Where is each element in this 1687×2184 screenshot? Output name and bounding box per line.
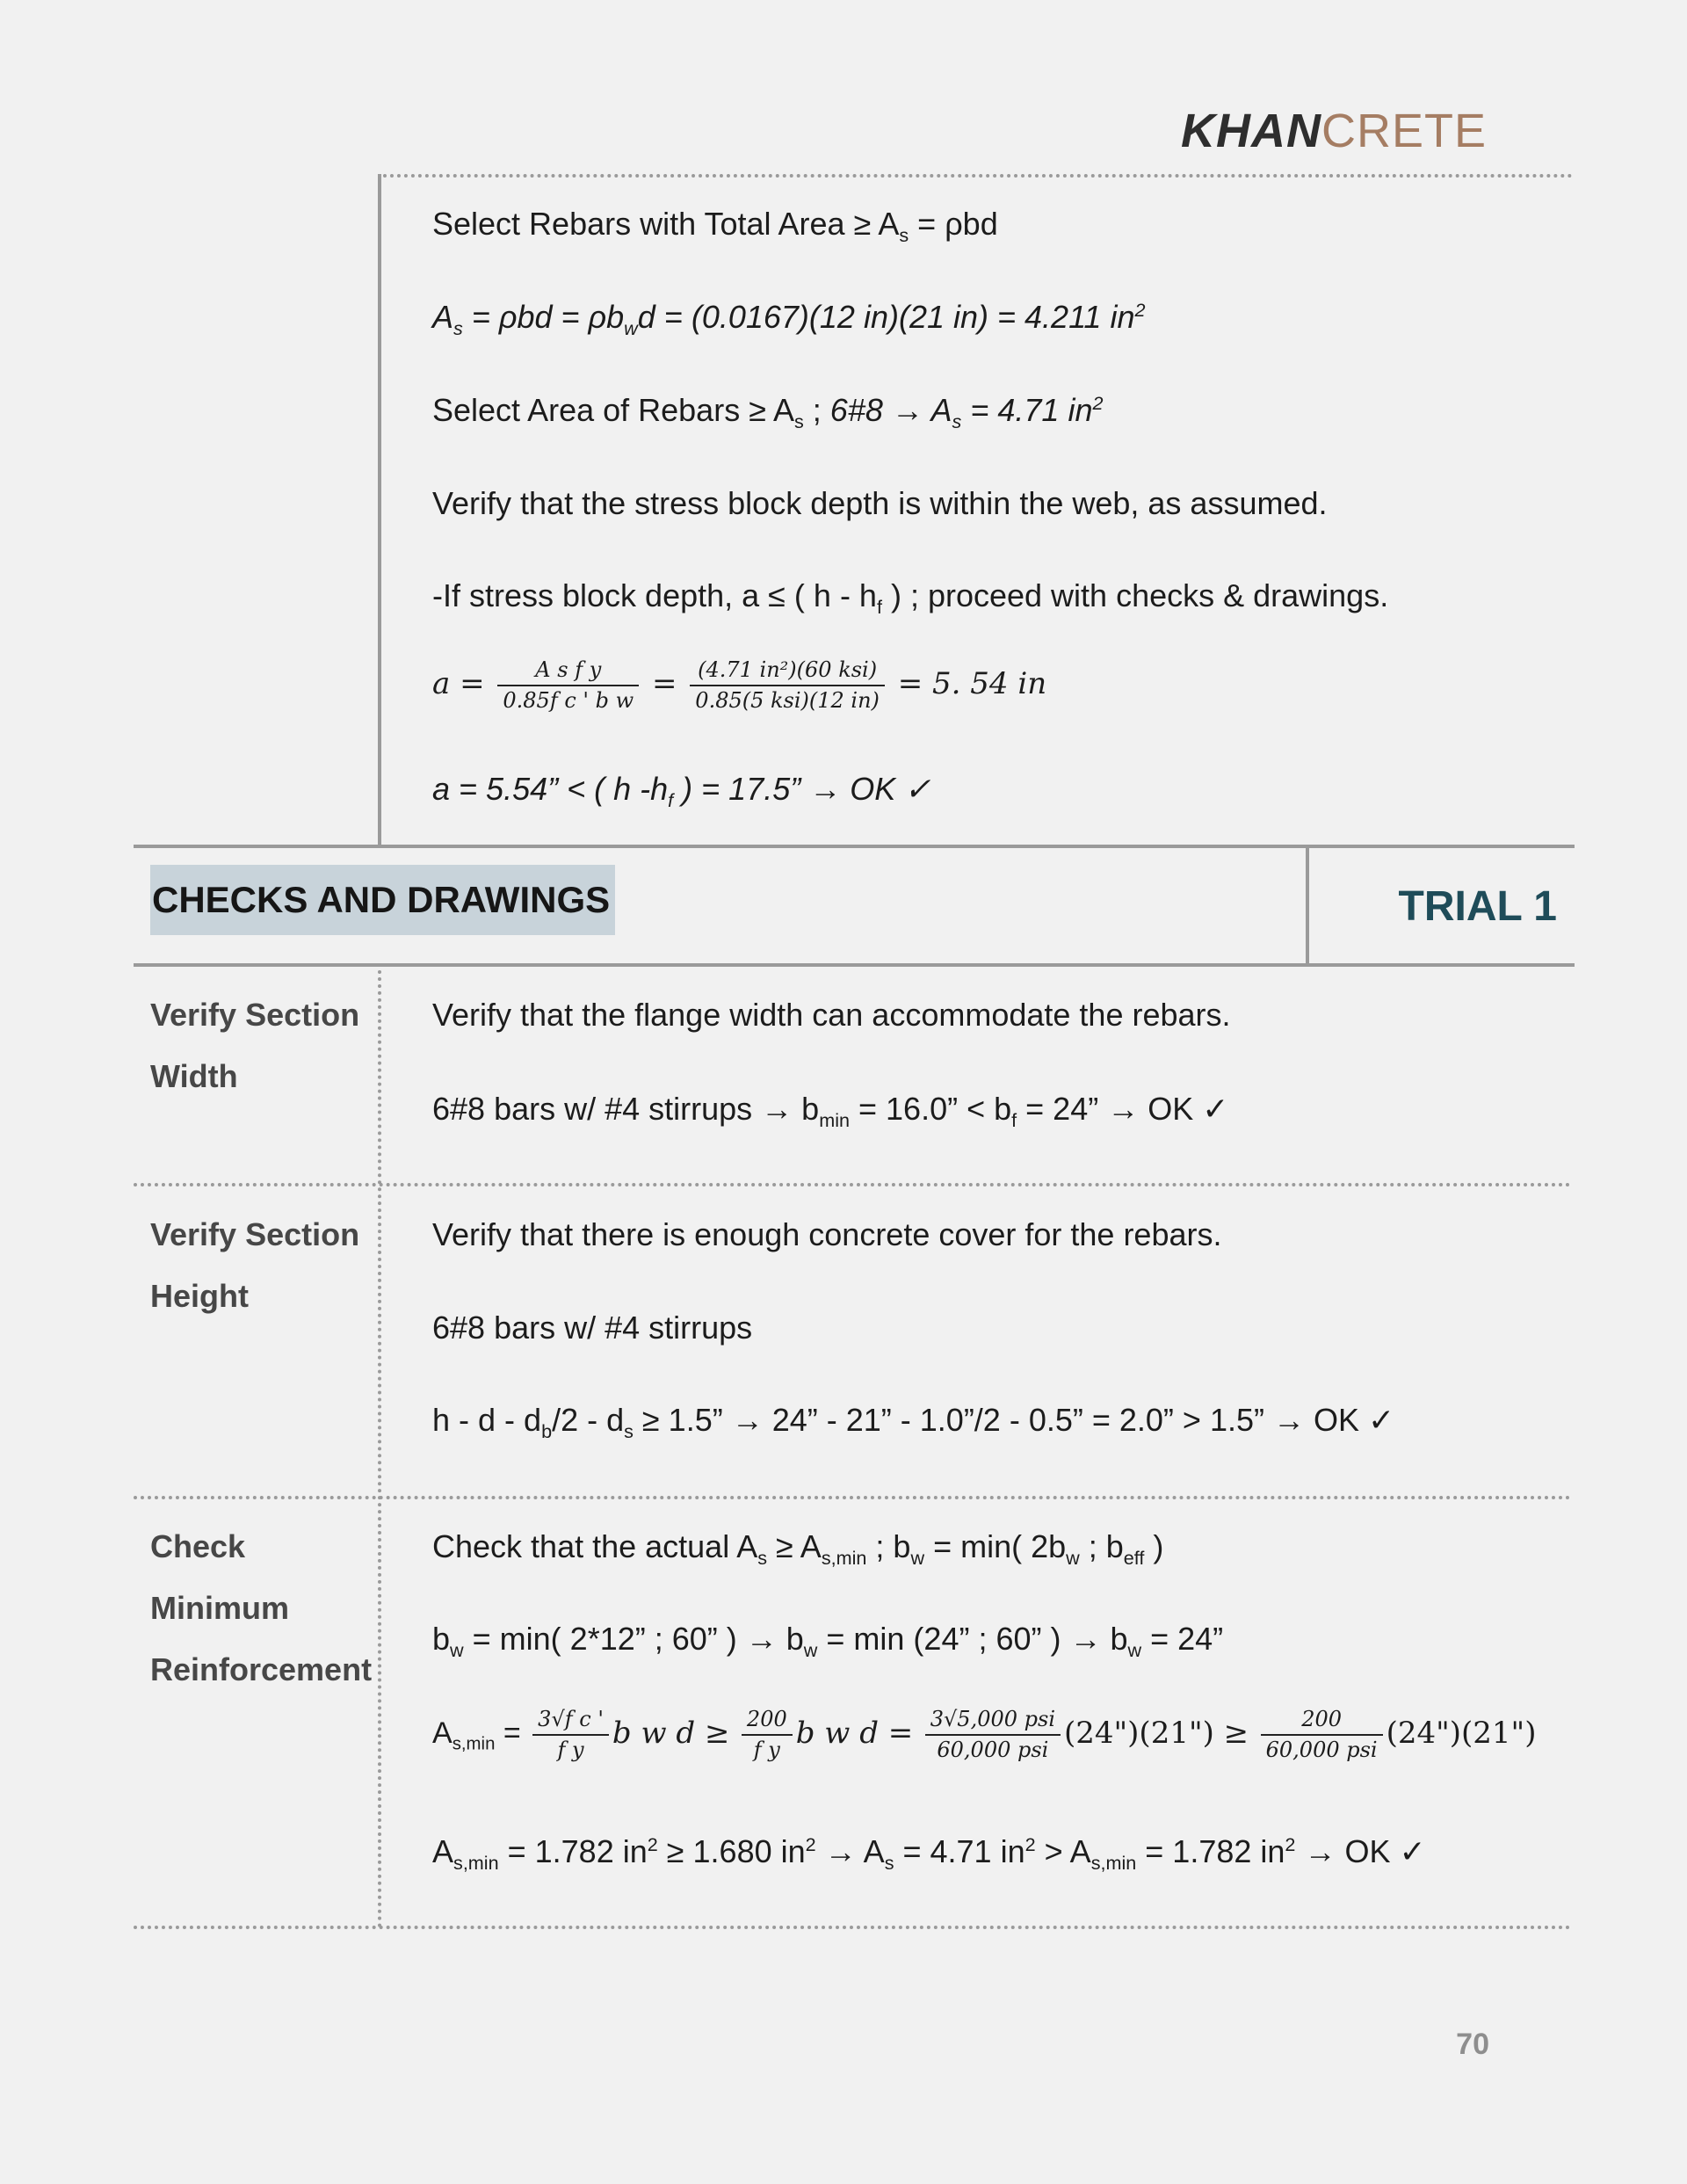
design-line-2: $A_s = \rho bd = \rho b_wd = (0.0167)(12$ in)(21 in) = 4.211 $in^2$ bbox=[432, 299, 1146, 340]
check-label-height: Verify Section Height bbox=[150, 1216, 360, 1314]
stress-block-equation: a = $\frac{\text{A s f y}}{\text{0.85f c ' b w}}$ = $\frac{\text{(4.71 in²)(60 ksi)}}{\text{0.85(5 ksi)(12 in)}}$ = 5. 54 in bbox=[432, 657, 1047, 713]
design-line-3: Select Area of Rebars ≥ $A_s$ ; 6#8 → $A_s = 4.71$ $in^2$ bbox=[432, 392, 1104, 433]
page-number: 70 bbox=[1456, 2028, 1489, 2061]
section-separator bbox=[1306, 846, 1309, 963]
trial-label: TRIAL 1 bbox=[1398, 883, 1557, 930]
checks-column-rule bbox=[378, 970, 381, 1928]
fraction-200-fy: $\frac{200}{\text{f y}}$ bbox=[742, 1707, 793, 1763]
fraction-200-60000: $\frac{200}{\text{60,000 psi}}$ bbox=[1261, 1707, 1383, 1763]
width-line-1: Verify that the flange width can accommodate the rebars. bbox=[432, 997, 1231, 1033]
design-left-rule bbox=[378, 174, 381, 845]
height-line-2: 6#8 bars w/ #4 stirrups bbox=[432, 1310, 753, 1346]
fraction-values: $\frac{\text{(4.71 in²)(60 ksi)}}{\text{0.85(5 ksi)(12 in)}}$ bbox=[690, 657, 885, 714]
check-label-width: Verify Section Width bbox=[150, 997, 360, 1094]
height-line-3: $h - d - d_b/2 - d_s \ge 1.5$” → 24” - 21” - 1.0”/2 - 0.5” = 2.0” > 1.5” → OK ✓ bbox=[432, 1402, 1395, 1443]
minimum-line-2: $b_w = \min$( 2*12” ; 60” ) → $b_w = \min (24$” ; 60” ) → $b_w = 24$” bbox=[432, 1621, 1224, 1662]
brand-logo bbox=[1181, 104, 1487, 158]
row-divider-2 bbox=[134, 1496, 1571, 1499]
width-line-2: 6#8 bars w/ #4 stirrups → $b_{min} = 16.0$” < $b_f = 24$” → OK ✓ bbox=[432, 1091, 1229, 1132]
section-title: CHECKS AND DRAWINGS bbox=[150, 865, 615, 935]
fraction-sqrt-fc: $\frac{\text{3√f c '}}{\text{f y}}$ bbox=[532, 1707, 609, 1763]
minimum-equation: $A_{s,min}$ = $\frac{\text{3√f c '}}{\text{f y}}$ b w d ≥ $\frac{200}{\text{f y}}$ b w d = $\frac{\text{3√5,000 psi}}{\text{60,000 psi}}$ (24")(21") ≥ $\frac{200}{\text{60,000 psi}}$ (24")(21") bbox=[432, 1707, 1537, 1762]
top-divider bbox=[383, 174, 1573, 178]
section-bottom-rule bbox=[134, 963, 1575, 967]
minimum-line-4: $A_{s,min} = 1.782$ $in^2 \ge 1.680$ $in^2 \to A_s = 4.71$ $in^2 > A_{s,min} = 1.782$ $in^2$ → OK ✓ bbox=[432, 1833, 1426, 1875]
brand-bold: KHAN bbox=[1180, 105, 1321, 157]
section-top-rule bbox=[134, 845, 1575, 848]
check-label-minimum: Check Minimum Reinforcement bbox=[150, 1528, 373, 1687]
brand-light: CRETE bbox=[1321, 105, 1487, 157]
design-line-1: Select Rebars with Total Area ≥ $A_s = \rho bd$ bbox=[432, 206, 998, 247]
design-line-4: Verify that the stress block depth is within the web, as assumed. bbox=[432, 485, 1328, 521]
row-divider-1 bbox=[134, 1183, 1571, 1186]
height-line-1: Verify that there is enough concrete cover for the rebars. bbox=[432, 1216, 1222, 1252]
minimum-line-1: Check that the actual $A_s \ge A_{s,min}$ ; $b_w = \min$( $2b_w$ ; $b_{eff}$ ) bbox=[432, 1528, 1164, 1570]
design-line-7: a = 5.54” < ( h $-h_f$ ) = 17.5” → OK ✓ bbox=[432, 771, 931, 812]
design-line-5: -If stress block depth, a ≤ ( h - $h_f$ ) ; proceed with checks & drawings. bbox=[432, 577, 1389, 619]
fraction-asfy: $\frac{\text{A s f y}}{\text{0.85f c ' b w}}$ bbox=[497, 657, 639, 714]
fraction-sqrt-5000: $\frac{\text{3√5,000 psi}}{\text{60,000 psi}}$ bbox=[925, 1707, 1061, 1763]
row-divider-3 bbox=[134, 1926, 1571, 1929]
